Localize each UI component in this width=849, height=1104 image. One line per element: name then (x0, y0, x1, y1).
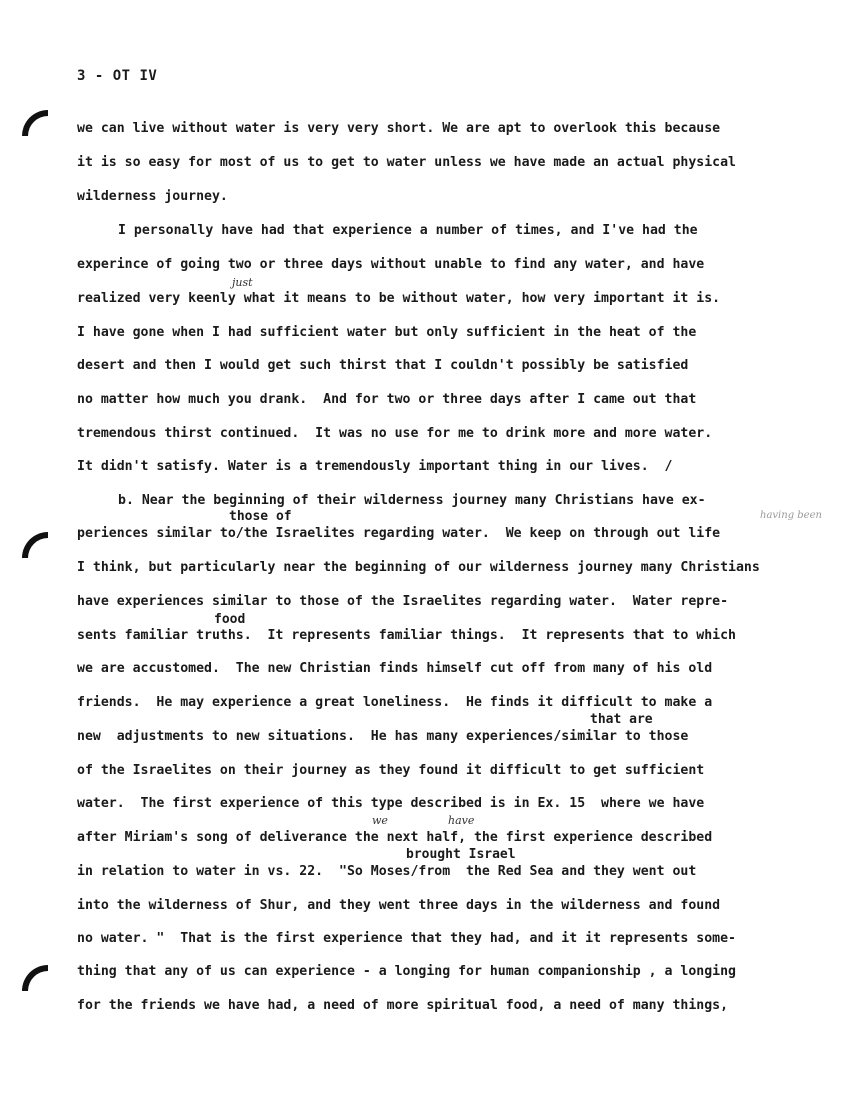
punch-hole-middle (22, 532, 48, 558)
text-line: of the Israelites on their journey as they found it difficult to get sufficient (77, 763, 705, 778)
text-line: It didn't satisfy. Water is a tremendously important thing in our lives. / (77, 459, 673, 474)
text-line: new adjustments to new situations. He has many experiences/similar to those (77, 729, 689, 744)
text-line: I have gone when I had sufficient water but only sufficient in the heat of the (77, 325, 697, 340)
text-line: sents familiar truths. It represents familiar things. It represents that to which (77, 628, 736, 643)
punch-hole-bottom (22, 965, 48, 991)
interlinear-brought-israel: brought Israel (406, 847, 516, 862)
text-line: desert and then I would get such thirst that I couldn't possibly be satisfied (77, 358, 689, 373)
text-line: b. Near the beginning of their wilderness journey many Christians have ex- (118, 493, 706, 508)
text-line: have experiences similar to those of the Israelites regarding water. Water repre- (77, 594, 729, 609)
text-line: wilderness journey. (77, 189, 228, 204)
margin-note: having been (760, 510, 822, 521)
text-line: we can live without water is very very short. We are apt to overlook this because (77, 121, 721, 136)
text-line: experince of going two or three days without unable to find any water, and have (77, 257, 705, 272)
text-line: realized very keenly what it means to be without water, how very important it is. (77, 291, 721, 306)
handwritten-insert-have: have (448, 814, 475, 827)
text-line: I think, but particularly near the beginning of our wilderness journey many Christians (77, 560, 760, 575)
text-line: after Miriam's song of deliverance the next half, the first experience described (77, 830, 713, 845)
text-line: I personally have had that experience a number of times, and I've had the (118, 223, 698, 238)
text-line: water. The first experience of this type described is in Ex. 15 where we have (77, 796, 705, 811)
page-header: 3 - OT IV (77, 68, 158, 84)
text-line: in relation to water in vs. 22. "So Moses/from the Red Sea and they went out (77, 864, 697, 879)
text-line: periences similar to/the Israelites regarding water. We keep on through out life (77, 526, 721, 541)
text-line: it is so easy for most of us to get to water unless we have made an actual physical (77, 155, 736, 170)
interlinear-food: food (214, 612, 246, 627)
text-line: we are accustomed. The new Christian finds himself cut off from many of his old (77, 661, 713, 676)
interlinear-that-are: that are (590, 712, 653, 727)
text-line: for the friends we have had, a need of more spiritual food, a need of many things, (77, 998, 729, 1013)
interlinear-those-of: those of (229, 509, 292, 524)
text-line: no water. " That is the first experience that they had, and it it represents some- (77, 931, 736, 946)
punch-hole-top (22, 110, 48, 136)
text-line: thing that any of us can experience - a longing for human companionship , a longing (77, 964, 736, 979)
text-line: friends. He may experience a great loneliness. He finds it difficult to make a (77, 695, 713, 710)
handwritten-insert-we: we (372, 814, 388, 827)
text-line: into the wilderness of Shur, and they went three days in the wilderness and found (77, 898, 721, 913)
text-line: tremendous thirst continued. It was no use for me to drink more and more water. (77, 426, 713, 441)
text-line: no matter how much you drank. And for two or three days after I came out that (77, 392, 697, 407)
handwritten-insert-just: just (232, 276, 253, 289)
